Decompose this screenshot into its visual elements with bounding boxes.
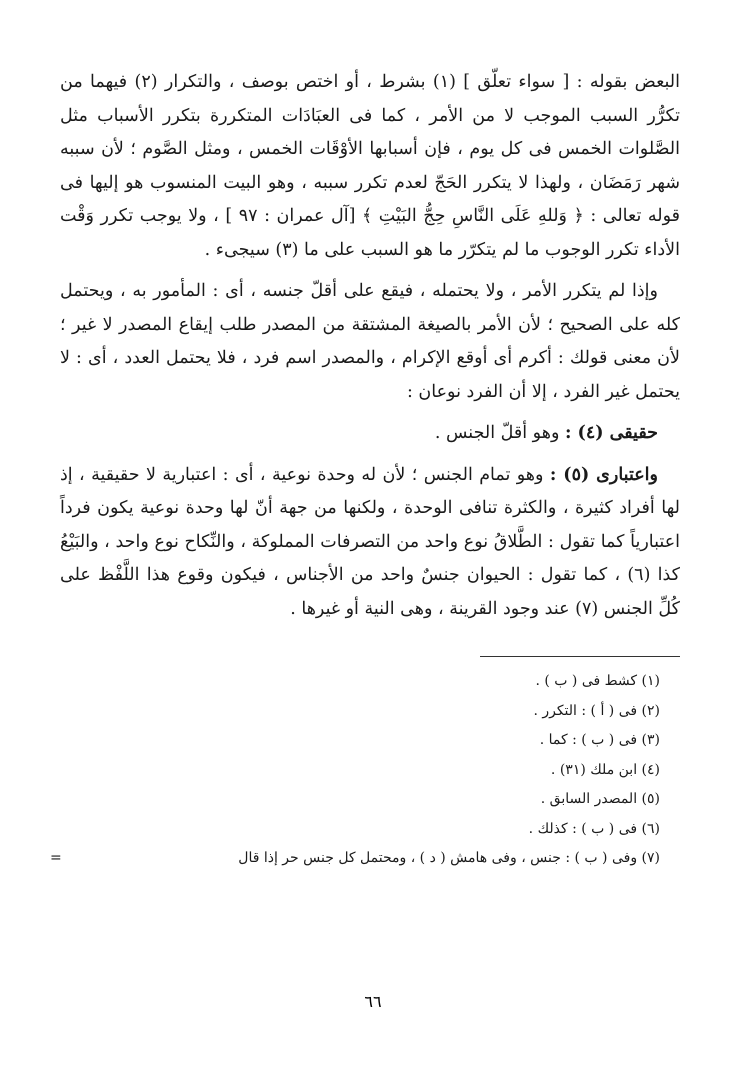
continuation-mark: = [50,850,62,866]
paragraph-2: وإذا لم يتكرر الأمر ، ولا يحتمله ، فيقع على أقلّ جنسه ، أى : المأمور به ، ويحتمل كله على الصحيح ؛ لأن الأمر بالصيغة المشتقة من المصدر طلب إيقاع المصدر لا غير ؛ لأن معنى قولك : أكرم أى أوقع الإكرام ، والمصدر اسم فرد ، فلا يحتمل العدد ، أى : لا يحتمل غير الفرد ، إلا أن الفرد نوعان : [60,281,680,402]
page-number: ٦٦ [364,992,382,1011]
footnote-4: (٤) ابن ملك (٣١) . [550,761,660,778]
footnote-5: (٥) المصدر السابق . [540,791,660,807]
paragraph-4 [60,459,680,627]
paragraph-4-text: وهو تمام الجنس ؛ لأن له وحدة نوعية ، أى : اعتبارية لا حقيقية ، إذ لها أفراد كثيرة ، والكثرة تنافى الوحدة ، ولكنها من جهة أنّ لها وحدة نوعية يكون فرداً اعتبارياً كما تقول : الطَّلاقُ نوع واحد من التصرفات المملوكة ، والنِّكاح نوع واحد ، والبَيْعُ كذا (٦) ، كما تقول : الحيوان جنسٌ واحد من الأجناس ، فيكون وقوع هذا اللَّفْظ على كُلِّ الجنس (٧) عند وجود القرينة ، وهى النية أو غيرها . [60,464,680,619]
paragraph-1: البعض بقوله : [ سواء تعلّق ] (١) بشرط ، أو اختص بوصف ، والتكرار (٢) فيهما من تكرُّر السبب الموجب لا من الأمر ، كما فى العبَادَات المتكررة بتكرر الأسباب مثل الصَّلوات الخمس فى كل يوم ، فإن أسبابها الأوْقَات الخمس ، ومثل الصَّوم ؛ لأن سببه شهر رَمَضَان ، ولهذا لا يتكرر الحَجّ لعدم تكرر سببه ، وهو البيت المنسوب هو إليها فى قوله تعالى : ﴿ وَللهِ عَلَى النَّاسِ حِجُّ البَيْتِ ﴾ [آل عمران : ٩٧ ] ، ولا يوجب تكرر وَقْت الأداء تكرر الوجوب ما لم يتكرّر ما هو السبب على ما (٣) سيجىء . [60,72,681,260]
footnote-6: (٦) فى ( ب ) : كذلك . [528,820,660,837]
term-considered: واعتبارى (٥) : [549,464,658,485]
footnote-divider [480,656,680,657]
footnotes [50,667,680,874]
footnote-2: (٢) فى ( أ ) : التكرر . [533,702,660,719]
footnote-7-text: (٧) وفى ( ب ) : جنس ، وفى هامش ( د ) ، ومحتمل كل جنس حر إذا قال [238,850,660,866]
paragraph-3 [60,417,680,451]
paragraph-3-text: وهو أقلّ الجنس . [434,423,560,443]
footnote-3: (٣) فى ( ب ) : كما . [539,732,660,748]
page-body [50,66,681,874]
footnote-7 [50,844,660,874]
footnote-1: (١) كشط فى ( ب ) . [535,673,660,689]
term-real: حقيقى (٤) : [564,423,658,443]
